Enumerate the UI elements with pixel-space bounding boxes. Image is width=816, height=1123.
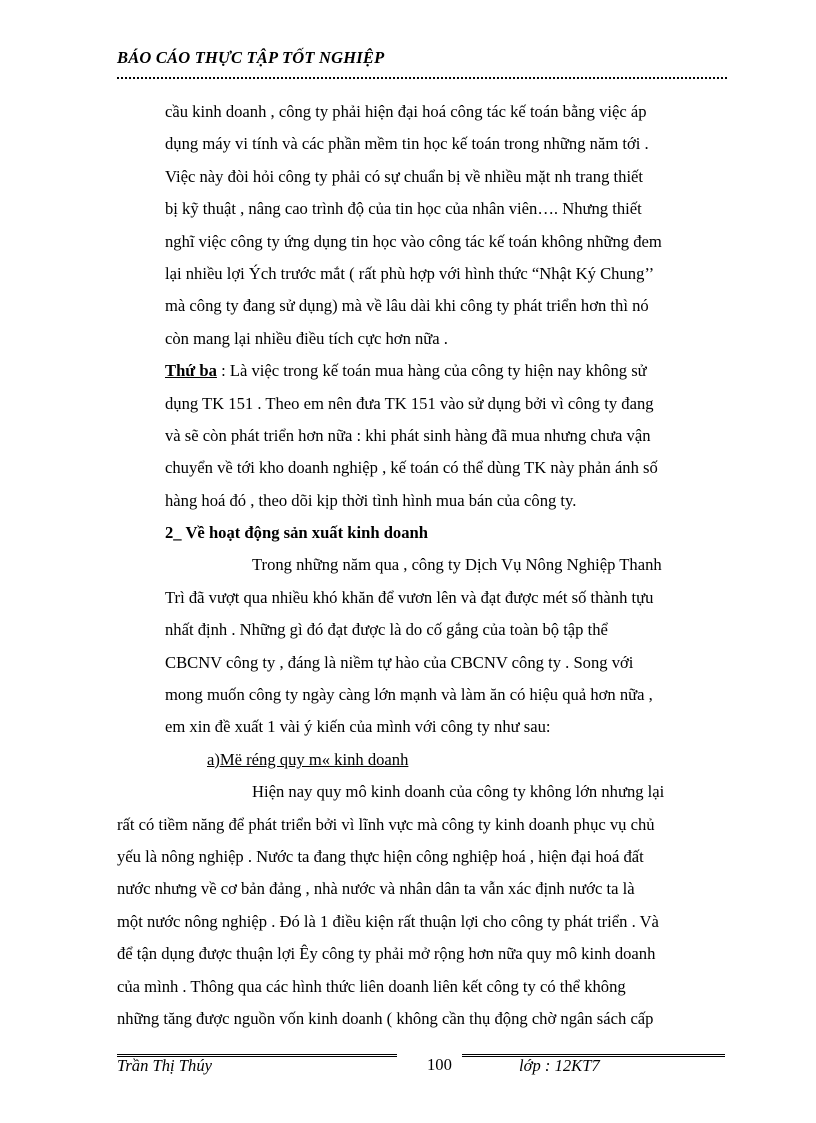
text-line: những tăng được nguồn vốn kinh doanh ( không cần thụ động chờ ngân sách cấp [117, 1008, 654, 1028]
subheading-line [0, 744, 816, 776]
text-line: Trong những năm qua , công ty Dịch Vụ Nông Nghiệp Thanh [252, 555, 662, 575]
text-line: cầu kinh doanh , công ty phải hiện đại hoá công tác kế toán bằng việc áp [165, 102, 647, 121]
text-line: dụng TK 151 . Theo em nên đưa TK 151 vào sử dụng bởi vì công ty đang [165, 393, 654, 413]
text-line: dụng máy vi tính và các phần mềm tin học kế toán trong những năm tới . [165, 134, 649, 154]
text-line: và sẽ còn phát triển hơn nữa : khi phát sinh hàng đã mua nhưng chưa vận [165, 425, 651, 445]
section-heading: 2_ Về hoạt động sản xuất kinh doanh [165, 523, 428, 543]
text-line: yếu là nông nghiệp . Nước ta đang thực hiện công nghiệp hoá , hiện đại hoá đất [117, 846, 644, 866]
text-line: Trì đã vượt qua nhiều khó khăn để vươn lên và đạt được mét số thành tựu [165, 587, 654, 607]
text-line [0, 355, 816, 387]
text-line: Hiện nay quy mô kinh doanh của công ty không lớn nhưng lại [252, 782, 665, 802]
footer-class-label: lớp : 12KT7 [519, 1056, 600, 1075]
text-line: để tận dụng được thuận lợi Êy công ty phải mở rộng hơn nữa quy mô kinh doanh [117, 944, 656, 964]
text-line: nhất định . Những gì đó đạt được là do cố gắng của toàn bộ tập thể [165, 620, 608, 640]
page-number: 100 [427, 1055, 452, 1074]
text-line: nghĩ việc công ty ứng dụng tin học vào công tác kế toán không những đem [165, 231, 662, 251]
document-body [0, 96, 816, 1035]
text-line: nước nhưng về cơ bản đảng , nhà nước và nhân dân ta vẫn xác định nước ta là [117, 879, 635, 899]
text-line: hàng hoá đó , theo dõi kịp thời tình hình mua bán của công ty. [165, 490, 577, 510]
page-header-title: BÁO CÁO THỰC TẬP TỐT NGHIỆP [117, 48, 385, 67]
text-line: chuyển về tới kho doanh nghiệp , kế toán có thể dùng TK này phản ánh số [165, 458, 658, 478]
text-line: mong muốn công ty ngày càng lớn mạnh và làm ăn có hiệu quả hơn nữa , [165, 685, 653, 705]
text-line: của mình . Thông qua các hình thức liên doanh liên kết công ty có thể không [117, 976, 626, 996]
subheading: a)Më réng quy m« kinh doanh [207, 749, 409, 769]
text-line: lại nhiều lợi Ých trước mắt ( rất phù hợp với hình thức “Nhật Ký Chung’’ [165, 263, 655, 283]
header-dotted-rule [117, 77, 727, 79]
text-fragment: : Là việc trong kế toán mua hàng của công ty hiện nay không sử [216, 361, 647, 381]
text-line: một nước nông nghiệp . Đó là 1 điều kiện rất thuận lợi cho công ty phát triển . Và [117, 911, 659, 931]
text-line: còn mang lại nhiều điều tích cực hơn nữa . [165, 328, 448, 348]
text-line: rất có tiềm năng để phát triển bởi vì lĩnh vực mà công ty kinh doanh phục vụ chủ [117, 814, 655, 834]
text-line: Việc này đòi hỏi công ty phải có sự chuẩn bị về nhiều mặt nh trang thiết [165, 166, 644, 186]
text-line: bị kỹ thuật , nâng cao trình độ của tin học của nhân viên…. Nhưng thiết [165, 199, 642, 219]
footer-author: Trần Thị Thúy [117, 1056, 212, 1075]
thu-ba-label: Thứ ba [165, 361, 217, 381]
text-line: mà công ty đang sử dụng) mà về lâu dài khi công ty phát triển hơn thì nó [165, 296, 649, 316]
text-line: CBCNV công ty , đáng là niềm tự hào của CBCNV công ty . Song với [165, 652, 634, 672]
text-line: em xin đề xuất 1 vài ý kiến của mình với công ty như sau: [165, 717, 551, 737]
